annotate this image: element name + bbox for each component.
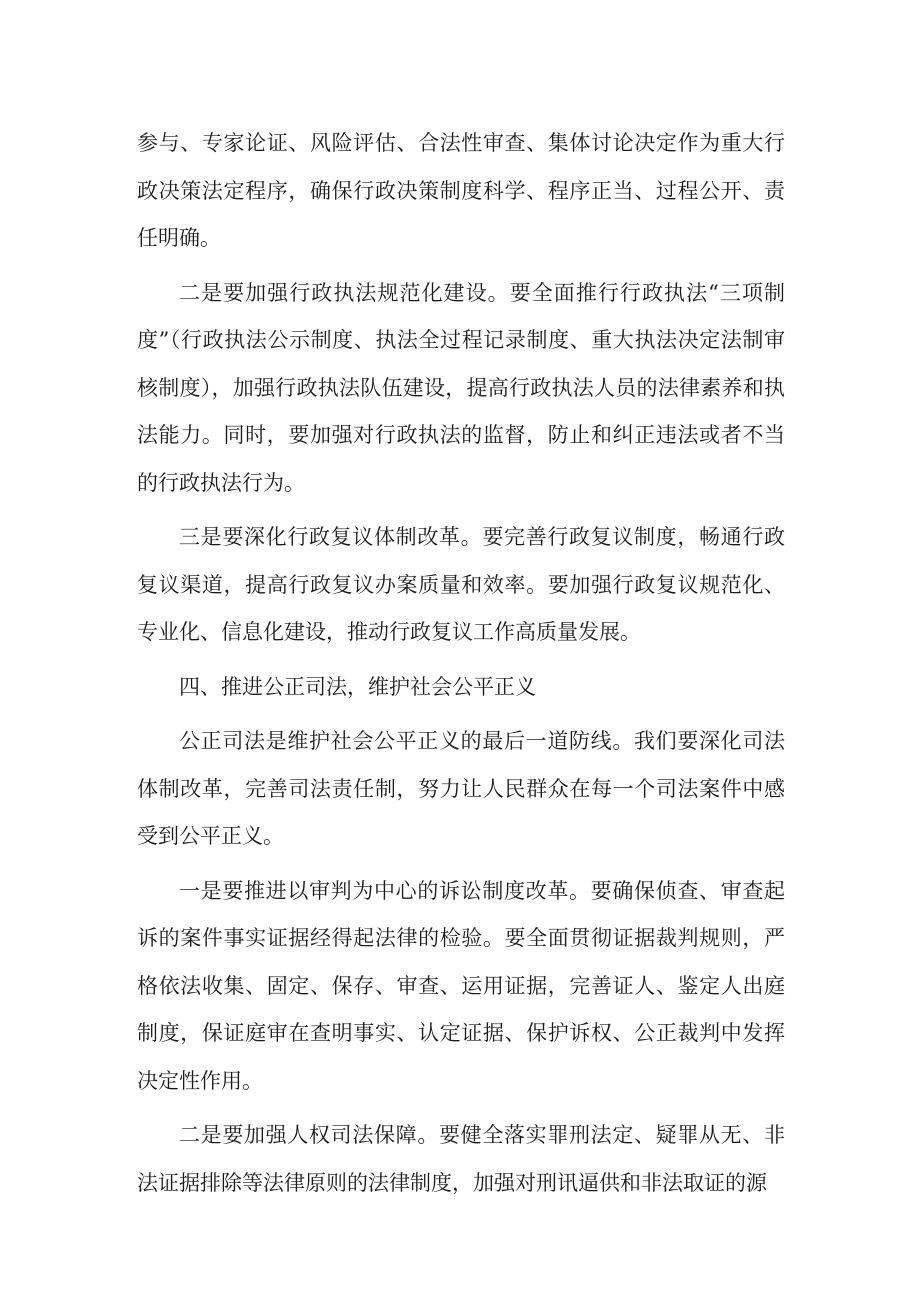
document-body xyxy=(137,120,785,1207)
paragraph-5: 一是要推进以审判为中心的诉讼制度改革。要确保侦查、审查起诉的案件事实证据经得起法律的检验。要全面贯彻证据裁判规则，严格依法收集、固定、保存、审查、运用证据，完善证人、鉴定人出庭制度，保证庭审在查明事实、认定证据、保护诉权、公正裁判中发挥决定性作用。 xyxy=(137,878,785,1093)
paragraph-3: 三是要深化行政复议体制改革。要完善行政复议制度，畅通行政复议渠道，提高行政复议办案质量和效率。要加强行政复议规范化、专业化、信息化建设，推动行政复议工作高质量发展。 xyxy=(137,525,785,644)
paragraph-1: 参与、专家论证、风险评估、合法性审查、集体讨论决定作为重大行政决策法定程序，确保行政决策制度科学、程序正当、过程公开、责任明确。 xyxy=(137,131,785,250)
paragraph-2: 二是要加强行政执法规范化建设。要全面推行行政执法“三项制度”（行政执法公示制度、执法全过程记录制度、重大执法决定法制审核制度），加强行政执法队伍建设，提高行政执法人员的法律素养和执法能力。同时，要加强对行政执法的监督，防止和纠正违法或者不当的行政执法行为。 xyxy=(137,280,785,495)
paragraph-4: 公正司法是维护社会公平正义的最后一道防线。我们要深化司法体制改革，完善司法责任制，努力让人民群众在每一个司法案件中感受到公平正义。 xyxy=(137,729,785,848)
section-heading: 四、推进公正司法，维护社会公平正义 xyxy=(179,674,536,699)
paragraph-6: 二是要加强人权司法保障。要健全落实罪刑法定、疑罪从无、非法证据排除等法律原则的法律制度，加强对刑讯逼供和非法取证的源 xyxy=(137,1123,785,1195)
